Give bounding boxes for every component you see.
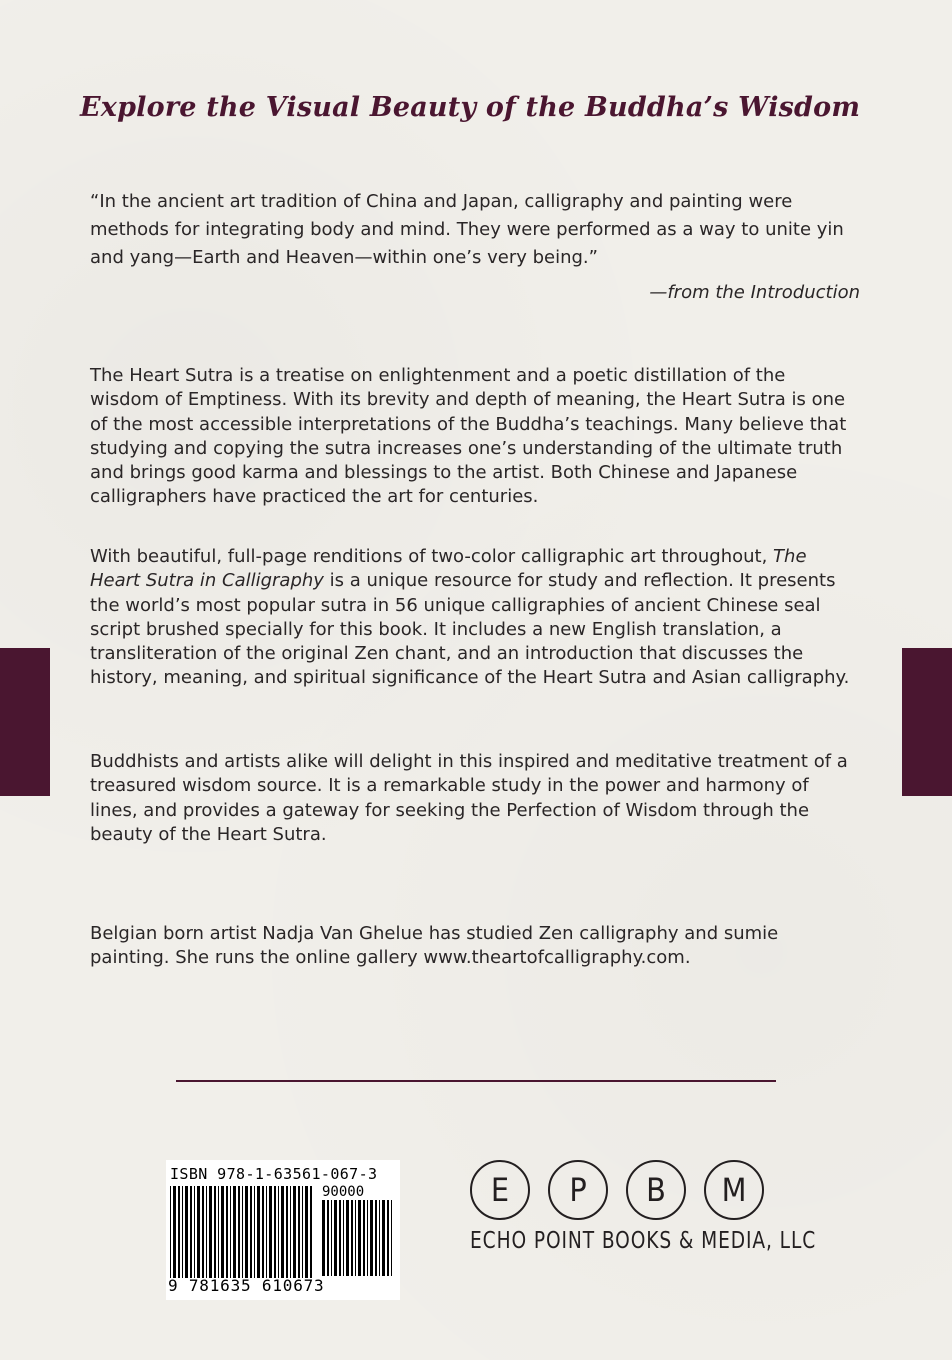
barcode-bar (334, 1200, 337, 1276)
ean-bars (170, 1186, 315, 1278)
book-title: The Heart Sutra in Calligraphy (90, 546, 807, 592)
barcode-bar (305, 1186, 308, 1278)
barcode-bar (382, 1200, 385, 1276)
barcode-bar (238, 1186, 240, 1278)
barcode-bar (351, 1200, 353, 1276)
barcode-bar (343, 1200, 344, 1276)
quote-attribution: —from the Introduction (649, 282, 860, 303)
barcode-bar (298, 1186, 300, 1278)
barcode-bar (173, 1186, 176, 1278)
supplement-bars (322, 1200, 394, 1276)
barcode-bar (254, 1186, 255, 1278)
barcode-bar (185, 1186, 188, 1278)
description-paragraph-2 (90, 545, 860, 691)
barcode-bar (257, 1186, 260, 1278)
description-paragraph-1: The Heart Sutra is a treatise on enlightenment and a poetic distillation of the wisdom of Emptiness. With its brevity and depth of meaning, the Heart Sutra is one of the most accessible interpretations of the Buddha’s teachings. Many believe that studying and copying the sutra increases one’s understanding of the ultimate truth and brings good karma and blessings to the artist. Both Chinese and Japanese calligraphers have practiced the art for centuries. (90, 365, 847, 508)
logo-letter-b: B (626, 1160, 686, 1220)
description-paragraph-3: Buddhists and artists alike will delight in this inspired and meditative treatment of a treasured wisdom source. It is a remarkable study in the power and harmony of lines, and provides a gateway for seeking the Perfection of Wisdom through the beauty of the Heart Sutra. (90, 751, 848, 845)
barcode-bar (197, 1186, 200, 1278)
barcode-bar (370, 1200, 373, 1276)
barcode-bar (269, 1186, 272, 1278)
barcode-bar (226, 1186, 228, 1278)
barcode-bar (281, 1186, 284, 1278)
logo-letter-m: M (704, 1160, 764, 1220)
barcode-bar (391, 1200, 392, 1276)
barcode-bar (346, 1200, 349, 1276)
barcode-bar (250, 1186, 252, 1278)
barcode-bar (274, 1186, 276, 1278)
barcode-bar (339, 1200, 341, 1276)
logo-letter-e: E (470, 1160, 530, 1220)
logo-letter-p: P (548, 1160, 608, 1220)
barcode-bar (286, 1186, 288, 1278)
barcode-bar (182, 1186, 183, 1278)
logo-letters (470, 1160, 790, 1220)
paragraph-2-rest: is a unique resource for study and reflection. It presents the world’s most popular sutra in 56 unique calligraphies of ancient Chinese seal script brushed specially for this book. It includes a new English translation, a transliteration of the original Zen chant, and an introduction that discusses the history, meaning, and spiritual significance of the Heart Sutra and Asian calligraphy. (90, 570, 850, 689)
barcode-bar (266, 1186, 267, 1278)
barcode-bar (322, 1200, 325, 1276)
barcode-bar (233, 1186, 236, 1278)
barcode-bar (331, 1200, 332, 1276)
barcode-bar (293, 1186, 296, 1278)
barcode-bar (209, 1186, 212, 1278)
barcode-bar (178, 1186, 180, 1278)
ean-digits: 9 781635 610673 (168, 1276, 325, 1295)
headline: Explore the Visual Beauty of the Buddha’s Wisdom (80, 92, 861, 123)
publisher-name: ECHO POINT BOOKS & MEDIA, LLC (470, 1228, 817, 1254)
barcode-bar (327, 1200, 329, 1276)
barcode-bar (363, 1200, 365, 1276)
barcode-bar (242, 1186, 243, 1278)
barcode-bar (358, 1200, 361, 1276)
barcode-bar (302, 1186, 303, 1278)
barcode-bar (218, 1186, 219, 1278)
barcode-bar (278, 1186, 279, 1278)
barcode-bar (379, 1200, 380, 1276)
intro-quote: “In the ancient art tradition of China and Japan, calligraphy and painting were methods for integrating body and mind. They were performed as a way to unite yin and yang—Earth and Heaven—within one’s very being.” (90, 191, 844, 268)
barcode-bar (387, 1200, 389, 1276)
barcode-bar (375, 1200, 377, 1276)
author-bio: Belgian born artist Nadja Van Ghelue has studied Zen calligraphy and sumie painting. She runs the online gallery www.theartofcalligraphy.com. (90, 923, 779, 969)
barcode-bar (245, 1186, 248, 1278)
barcode-bar (214, 1186, 216, 1278)
paragraph-2-intro: With beautiful, full-page renditions of two-color calligraphic art throughout, (90, 546, 768, 567)
barcode-bar (194, 1186, 195, 1278)
barcode-bar (202, 1186, 204, 1278)
price-code: 90000 (322, 1184, 365, 1200)
barcode-bar (190, 1186, 192, 1278)
divider-rule (176, 1080, 776, 1082)
barcode-bar (170, 1186, 171, 1278)
right-accent-bar (902, 648, 952, 796)
barcode-bar (367, 1200, 368, 1276)
publisher-logo (470, 1160, 817, 1270)
barcode-bar (262, 1186, 264, 1278)
isbn-label: ISBN 978-1-63561-067-3 (170, 1165, 378, 1183)
left-accent-bar (0, 648, 50, 796)
barcode (166, 1160, 400, 1300)
barcode-bar (310, 1186, 312, 1278)
barcode-bar (230, 1186, 231, 1278)
barcode-bar (206, 1186, 207, 1278)
barcode-bar (355, 1200, 356, 1276)
barcode-bar (221, 1186, 224, 1278)
barcode-bar (290, 1186, 291, 1278)
